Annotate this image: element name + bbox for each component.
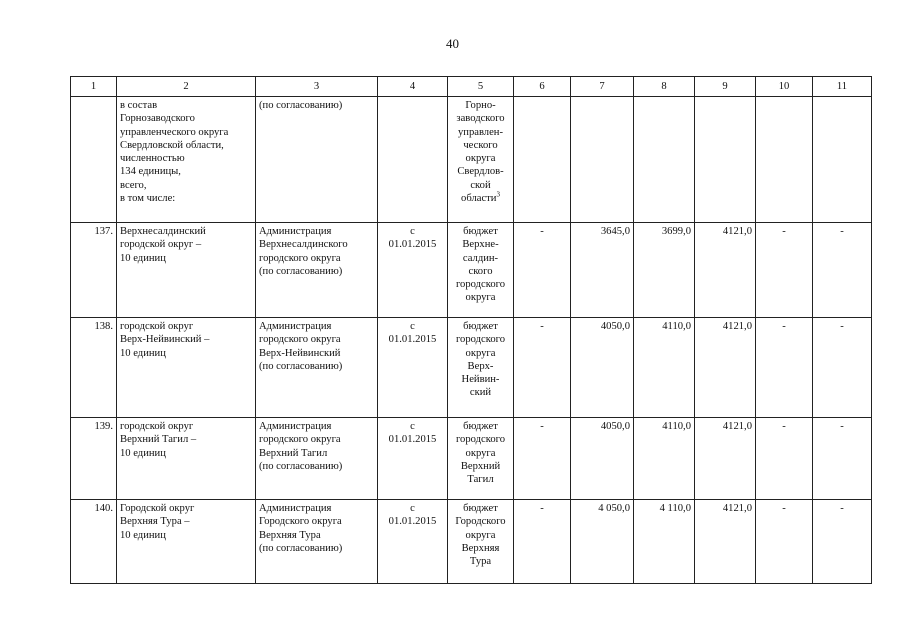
col6-value: - [514,318,571,418]
footnote-marker: 3 [496,190,500,199]
table-row [71,500,872,584]
col9-value: 4121,0 [695,500,756,584]
col7-value: 4050,0 [571,318,634,418]
description-cell: городской округ Верхний Тагил – 10 единиц [117,418,256,500]
row-number: 138. [71,318,117,418]
budget-table [70,76,872,584]
col11-value: - [813,418,872,500]
col10-value: - [756,318,813,418]
date-cell: с 01.01.2015 [378,318,448,418]
col6-value: - [514,500,571,584]
row-number-cell [71,97,117,223]
col7-value: 4050,0 [571,418,634,500]
col9-value: 4121,0 [695,223,756,318]
budget-cell: бюджет Городского округа Верхняя Тура [448,500,514,584]
column-header: 5 [448,77,514,97]
date-cell: с 01.01.2015 [378,500,448,584]
description-cell: в состав Горнозаводского управленческого округа Свердловской области, численностью 134 единицы, всего, в том числе: [117,97,256,223]
table-row [71,418,872,500]
col6-value: - [514,223,571,318]
header-row [71,77,872,97]
description-cell: Городской округ Верхняя Тура – 10 единиц [117,500,256,584]
administration-cell: (по согласованию) [256,97,378,223]
column-header: 9 [695,77,756,97]
col11-value: - [813,223,872,318]
col8-value: 3699,0 [634,223,695,318]
column-header: 3 [256,77,378,97]
date-cell: с 01.01.2015 [378,223,448,318]
date-cell: с 01.01.2015 [378,418,448,500]
col11-value: - [813,500,872,584]
col10-value: - [756,223,813,318]
column-header: 10 [756,77,813,97]
col10-value: - [756,500,813,584]
table-row [71,223,872,318]
row-number: 137. [71,223,117,318]
table-row-continued [71,97,872,223]
col9-value: 4121,0 [695,418,756,500]
page-number: 40 [446,36,459,51]
col9-value: 4121,0 [695,318,756,418]
col11-value: - [813,318,872,418]
column-header: 11 [813,77,872,97]
column-header: 7 [571,77,634,97]
col8-value: 4 110,0 [634,500,695,584]
col10-value: - [756,418,813,500]
description-cell: городской округ Верх-Нейвинский – 10 единиц [117,318,256,418]
row-number: 139. [71,418,117,500]
col8-value: 4110,0 [634,318,695,418]
budget-cell: бюджет городского округа Верхний Тагил [448,418,514,500]
column-header: 8 [634,77,695,97]
column-header: 4 [378,77,448,97]
administration-cell: Администрация городского округа Верх-Нейвинский (по согласованию) [256,318,378,418]
row-number: 140. [71,500,117,584]
budget-cell: бюджет городского округа Верх- Нейвин- ский [448,318,514,418]
budget-cell: Горно- заводского управлен- ческого округа Свердлов- ской области$^3$ [448,97,514,223]
column-header: 2 [117,77,256,97]
col7-value: 3645,0 [571,223,634,318]
table-row [71,318,872,418]
col7-value: 4 050,0 [571,500,634,584]
col8-value: 4110,0 [634,418,695,500]
date-cell [378,97,448,223]
budget-cell: бюджет Верхне- салдин- ского городского округа [448,223,514,318]
description-cell: Верхнесалдинский городской округ – 10 единиц [117,223,256,318]
col6-value: - [514,418,571,500]
column-header: 6 [514,77,571,97]
administration-cell: Администрация Городского округа Верхняя Тура (по согласованию) [256,500,378,584]
column-header: 1 [71,77,117,97]
administration-cell: Администрация Верхнесалдинского городского округа (по согласованию) [256,223,378,318]
administration-cell: Администрация городского округа Верхний Тагил (по согласованию) [256,418,378,500]
